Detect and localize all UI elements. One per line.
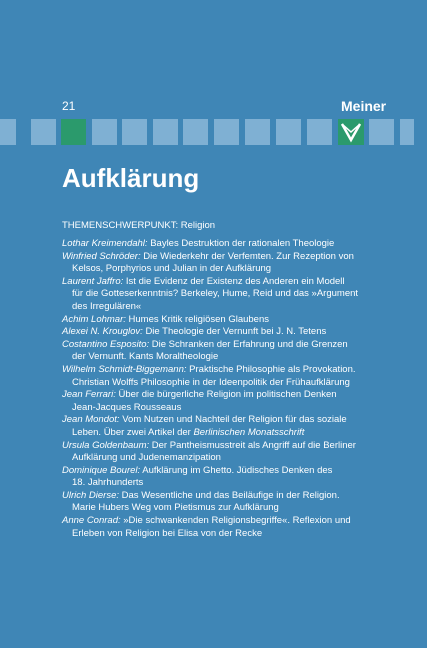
square-tile (369, 119, 394, 145)
square-tile (307, 119, 332, 145)
toc-title-text: Aufklärung und Judenemanzipation (72, 452, 221, 464)
toc-title-text: der Vernunft. Kants Moraltheologie (72, 351, 219, 363)
toc-entry-line (62, 251, 362, 264)
toc-entry (62, 326, 362, 339)
toc-title-continued (62, 288, 362, 301)
toc-author: Alexei N. Krouglov: (62, 326, 143, 338)
toc-entry-line (62, 440, 362, 453)
square-tile (31, 119, 56, 145)
toc-author: Laurent Jaffro: (62, 275, 124, 287)
square-tile (183, 119, 208, 145)
toc-title: Bayles Destruktion der rationalen Theologie (150, 238, 335, 249)
toc-entry-line (62, 276, 362, 289)
theme-heading (62, 220, 215, 232)
toc-author: Jean Mondot: (62, 414, 120, 426)
square-tile (122, 119, 147, 145)
toc-title-continued (62, 377, 362, 390)
toc-title: Humes Kritik religiösen Glaubens (128, 313, 269, 325)
theme-value: Religion (180, 220, 216, 231)
toc-title-text: Marie Hubers Weg vom Pietismus zur Aufklärung (72, 502, 279, 514)
toc-title: Vom Nutzen und Nachteil der Religion für das soziale (122, 414, 347, 426)
toc-title-continued (62, 477, 362, 490)
toc-title-continued (62, 351, 362, 364)
toc-author: Wilhelm Schmidt-Biggemann: (62, 363, 187, 375)
toc-entry (62, 339, 362, 364)
toc-entry (62, 251, 362, 276)
toc-entry (62, 364, 362, 389)
toc-entry (62, 314, 362, 327)
toc-title-continued (62, 301, 362, 314)
toc-title-text: des Irregulären« (72, 300, 142, 312)
toc-entry (62, 490, 362, 515)
toc-author: Achim Lohmar: (62, 313, 126, 325)
toc-title: »Die schwankenden Religionsbegriffe«. Reflexion und (123, 515, 351, 527)
toc-title-text: 18. Jahrhunderts (72, 477, 144, 489)
square-tile (92, 119, 117, 145)
toc-author: Winfried Schröder: (62, 250, 141, 262)
toc-author: Ursula Goldenbaum: (62, 439, 150, 451)
toc-title-text: Christian Wolffs Philosophie in der Ideenpolitik der Frühaufklärung (72, 376, 350, 388)
toc-title-continued (62, 502, 362, 515)
toc-author: Jean Ferrari: (62, 389, 116, 401)
publisher-name: Meiner (341, 98, 387, 114)
toc-entry-line (62, 314, 362, 327)
toc-entry-line (62, 326, 362, 339)
toc-title-continued (62, 263, 362, 276)
toc-author: Ulrich Dierse: (62, 489, 120, 501)
table-of-contents (62, 238, 362, 540)
toc-title: Die Wiederkehr der Verfemten. Zur Rezeption von (143, 250, 354, 262)
toc-author: Dominique Bourel: (62, 464, 141, 476)
square-tile (153, 119, 178, 145)
toc-entry-line (62, 465, 362, 478)
toc-title-continued (62, 402, 362, 415)
toc-entry-line (62, 238, 362, 251)
toc-entry (62, 238, 362, 251)
toc-title-continued (62, 528, 362, 541)
toc-title: Über die bürgerliche Religion im politischen Denken (118, 389, 337, 401)
toc-title: Das Wesentliche und das Beiläufige in der Religion. (121, 489, 340, 501)
toc-title: Der Pantheismusstreit als Angriff auf die Berliner (151, 439, 356, 451)
toc-entry (62, 515, 362, 540)
toc-title: Die Theologie der Vernunft bei J. N. Tetens (145, 326, 327, 338)
square-tile (245, 119, 270, 145)
toc-title: Ist die Evidenz der Existenz des Anderen ein Modell (125, 275, 345, 287)
square-tile (214, 119, 239, 145)
toc-title-text: Erleben von Religion bei Elisa von der Recke (72, 527, 263, 539)
toc-title-text: für die Gotteserkenntnis? Berkeley, Hume, Reid und das »Argument (72, 288, 359, 300)
toc-entry (62, 414, 362, 439)
toc-journal-title: Berlinischen Monatsschrift (193, 426, 305, 438)
toc-entry-line (62, 490, 362, 503)
toc-title-text: Jean-Jacques Rousseaus (72, 401, 182, 413)
toc-title-text: Kelsos, Porphyrios und Julian in der Aufklärung (72, 263, 272, 275)
toc-author: Lothar Kreimendahl: (62, 238, 148, 249)
square-tile (400, 119, 414, 145)
toc-entry-line (62, 364, 362, 377)
theme-label: THEMENSCHWERPUNKT: (62, 220, 179, 231)
toc-title-text: Leben. Über zwei Artikel der (72, 426, 191, 438)
square-tile (276, 119, 301, 145)
meiner-logo-icon (338, 119, 364, 145)
toc-entry-line (62, 515, 362, 528)
toc-title: Praktische Philosophie als Provokation. (189, 363, 356, 375)
toc-title: Die Schranken der Erfahrung und die Grenzen (151, 338, 348, 350)
meiner-logo-icon (338, 119, 364, 145)
toc-author: Costantino Esposito: (62, 338, 150, 350)
toc-title-continued (62, 427, 362, 440)
square-tile (0, 119, 16, 145)
toc-title: Aufklärung im Ghetto. Jüdisches Denken des (142, 464, 333, 476)
toc-entry (62, 440, 362, 465)
toc-author: Anne Conrad: (62, 515, 121, 527)
toc-entry (62, 276, 362, 314)
toc-entry-line (62, 389, 362, 402)
journal-title: Aufklärung (62, 163, 200, 193)
toc-entry-line (62, 339, 362, 352)
toc-entry (62, 389, 362, 414)
toc-entry (62, 465, 362, 490)
toc-title-continued (62, 452, 362, 465)
volume-number: 21 (62, 99, 76, 113)
volume-marker-square (61, 119, 86, 145)
toc-entry-line (62, 414, 362, 427)
